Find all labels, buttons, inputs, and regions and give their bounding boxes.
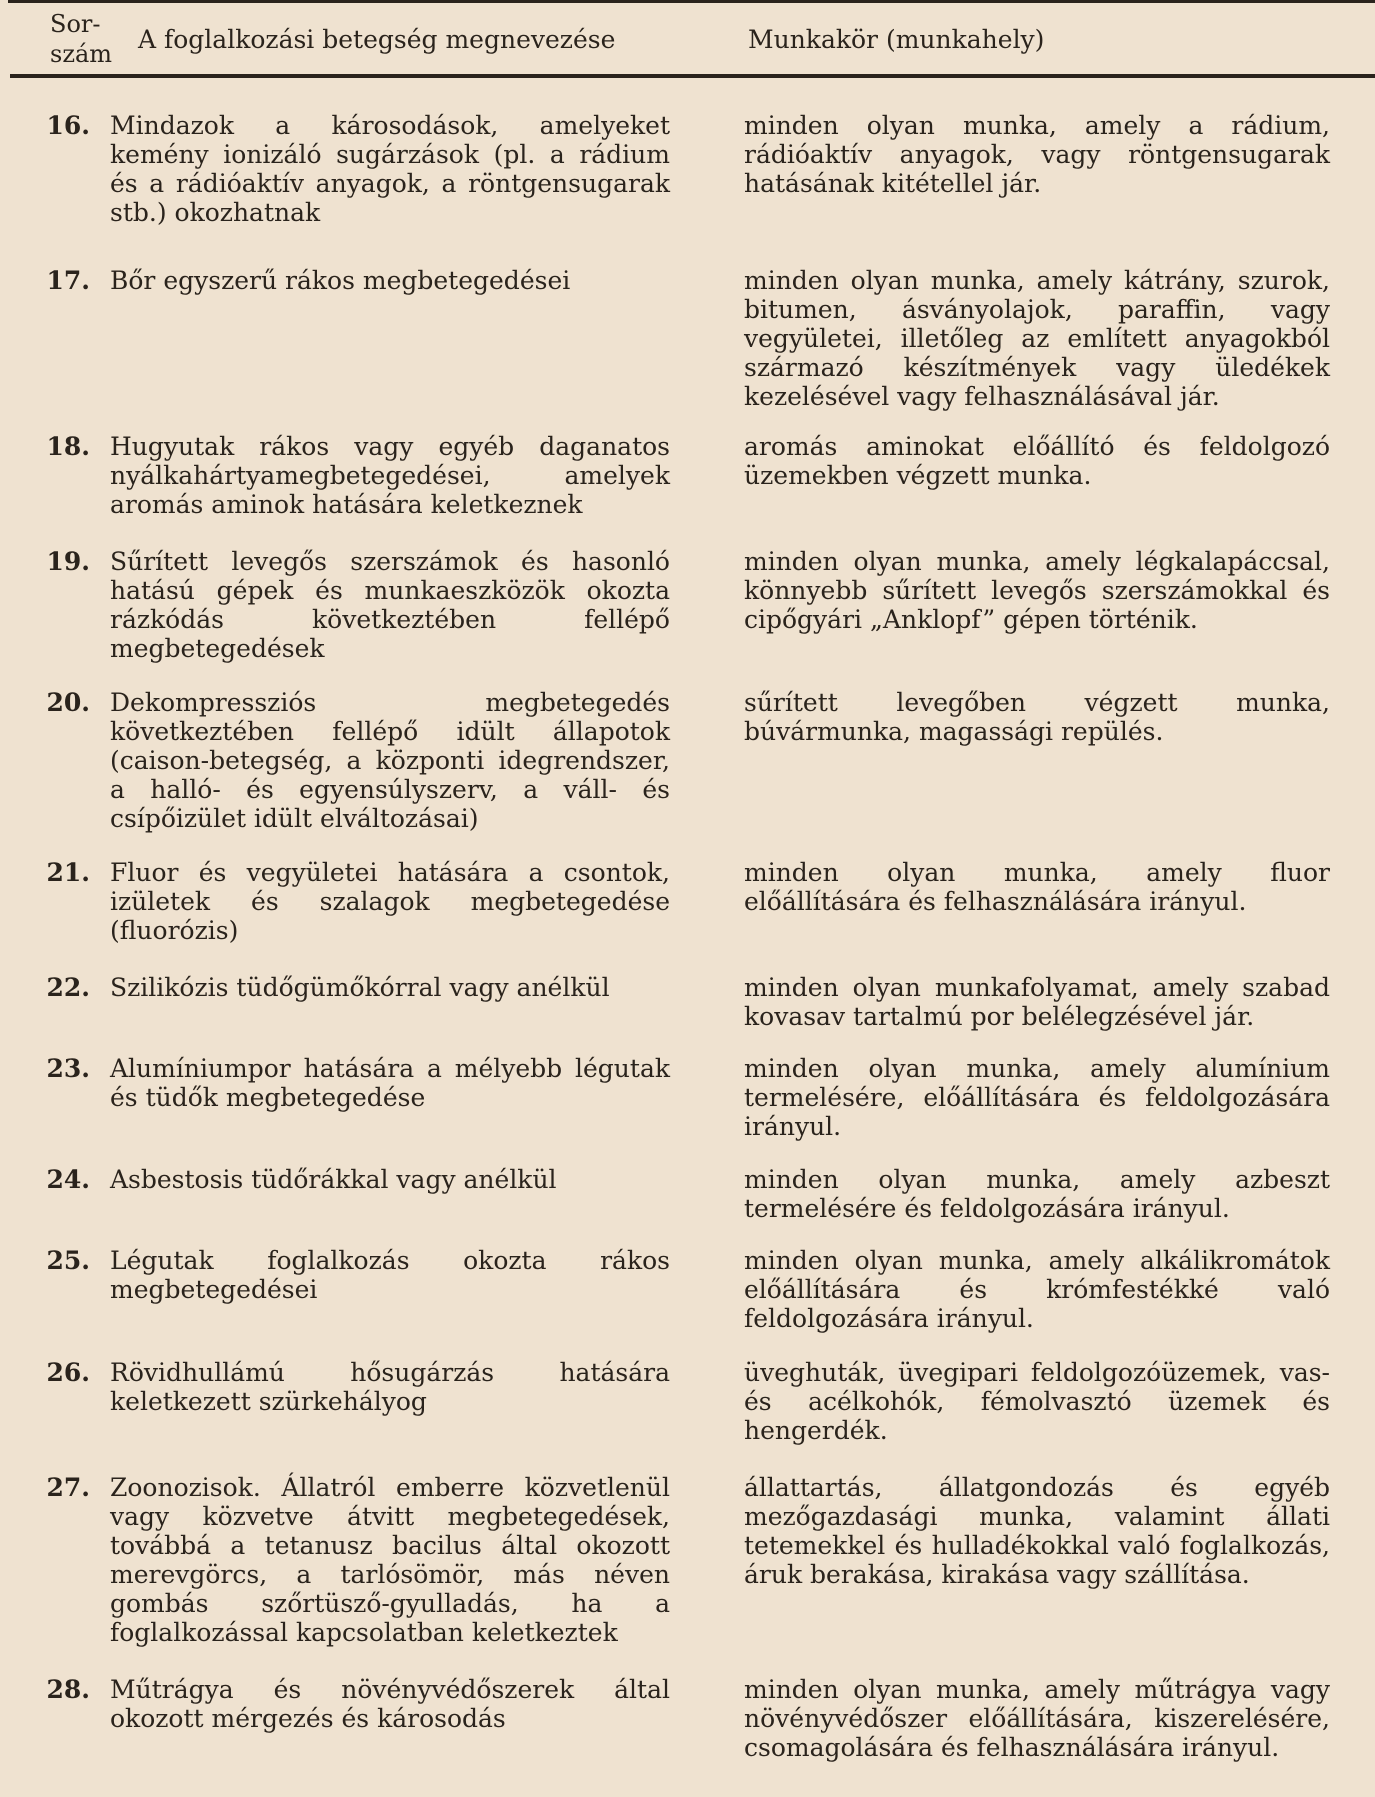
row-disease: Asbestosis tüdőrákkal vagy anélkül	[110, 1165, 557, 1194]
row-disease: Sűrített levegős szerszámok és hasonló hatású gépek és munkaeszközök okozta rázkódás következtében fellépő megbetegedések	[110, 547, 670, 663]
row-workplace: minden olyan munka, amely légkalapáccsal, könnyebb sűrített levegős szerszámokkal és cipőgyári „Anklopf” gépen történik.	[744, 547, 1330, 634]
row-workplace: minden olyan munka, amely a rádium, rádióaktív anyagok, vagy röntgensugarak hatásának kitétellel jár.	[744, 111, 1330, 198]
row-disease: Szilikózis tüdőgümőkórral vagy anélkül	[110, 973, 610, 1002]
row-number: 23.	[46, 1054, 90, 1083]
row-workplace: minden olyan munka, amely fluor előállítására és felhasználására irányul.	[744, 858, 1330, 916]
row-workplace: aromás aminokat előállító és feldolgozó üzemekben végzett munka.	[744, 432, 1330, 490]
row-workplace: minden olyan munkafolyamat, amely szabad kovasav tartalmú por belélegzésével jár.	[744, 973, 1330, 1031]
header-number-line1: Sor-	[50, 10, 101, 38]
row-number: 18.	[46, 432, 90, 461]
top-rule	[8, 0, 1375, 3]
row-number: 28.	[46, 1675, 90, 1704]
row-number: 27.	[46, 1473, 90, 1502]
row-number: 19.	[46, 547, 90, 576]
row-disease: Zoonozisok. Állatról emberre közvetlenül vagy közvetve átvitt megbetegedések, továbbá a tetanusz bacilus által okozott merevgörcs, a tarlósömör, más néven gombás szőrtüsző-gyulladás, ha a foglalkozással kapcsolatban keletkeztek	[110, 1473, 670, 1647]
row-disease: Mindazok a károsodások, amelyeket kemény ionizáló sugárzások (pl. a rádium és a rádióaktív anyagok, a röntgensugarak stb.) okozhatnak	[110, 111, 670, 227]
header-number-line2: szám	[50, 40, 113, 68]
row-disease: Hugyutak rákos vagy egyéb daganatos nyálkahártyamegbetegedései, amelyek aromás aminok hatására keletkeznek	[110, 432, 670, 519]
row-disease: Bőr egyszerű rákos megbetegedései	[110, 266, 571, 295]
row-number: 20.	[46, 688, 90, 717]
row-workplace: üveghuták, üvegipari feldolgozóüzemek, vas- és acélkohók, fémolvasztó üzemek és hengerdék.	[744, 1358, 1330, 1445]
row-workplace: minden olyan munka, amely azbeszt termelésére és feldolgozására irányul.	[744, 1165, 1330, 1223]
row-disease: Műtrágya és növényvédőszerek által okozott mérgezés és károsodás	[110, 1675, 670, 1733]
row-disease: Fluor és vegyületei hatására a csontok, izületek és szalagok megbetegedése (fluorózis)	[110, 858, 670, 945]
row-number: 17.	[46, 266, 90, 295]
row-workplace: minden olyan munka, amely alumínium termelésére, előállítására és feldolgozására irányul.	[744, 1054, 1330, 1141]
row-number: 21.	[46, 858, 90, 887]
row-workplace: állattartás, állatgondozás és egyéb mezőgazdasági munka, valamint állati tetemekkel és hulladékokkal való foglalkozás, áruk berakása, kirakása vagy szállítása.	[744, 1473, 1330, 1589]
table-header	[0, 5, 1375, 73]
header-workplace: Munkakör (munkahely)	[748, 25, 1045, 54]
header-number	[50, 9, 112, 69]
row-workplace: minden olyan munka, amely műtrágya vagy növényvédőszer előállítására, kiszerelésére, csomagolására és felhasználására irányul.	[744, 1675, 1330, 1762]
row-number: 25.	[46, 1246, 90, 1275]
row-number: 26.	[46, 1358, 90, 1387]
row-disease: Alumíniumpor hatására a mélyebb légutak és tüdők megbetegedése	[110, 1054, 670, 1112]
row-disease: Légutak foglalkozás okozta rákos megbetegedései	[110, 1246, 670, 1304]
row-disease: Dekompressziós megbetegedés következtében fellépő idült állapotok (caison-betegség, a központi idegrendszer, a halló- és egyensúlyszerv, a váll- és csípőizület idült elváltozásai)	[110, 688, 670, 833]
row-number: 22.	[46, 973, 90, 1002]
header-disease: A foglalkozási betegség megnevezése	[138, 25, 616, 54]
row-workplace: minden olyan munka, amely alkálikromátok előállítására és krómfestékké való feldolgozására irányul.	[744, 1246, 1330, 1333]
row-disease: Rövidhullámú hősugárzás hatására keletkezett szürkehályog	[110, 1358, 670, 1416]
row-number: 24.	[46, 1165, 90, 1194]
header-rule	[10, 74, 1375, 78]
row-number: 16.	[46, 111, 90, 140]
row-workplace: sűrített levegőben végzett munka, búvármunka, magassági repülés.	[744, 688, 1330, 746]
row-workplace: minden olyan munka, amely kátrány, szurok, bitumen, ásványolajok, paraffin, vagy vegyületei, illetőleg az említett anyagokból származó készítmények vagy üledékek kezelésével vagy felhasználásával jár.	[744, 266, 1330, 411]
